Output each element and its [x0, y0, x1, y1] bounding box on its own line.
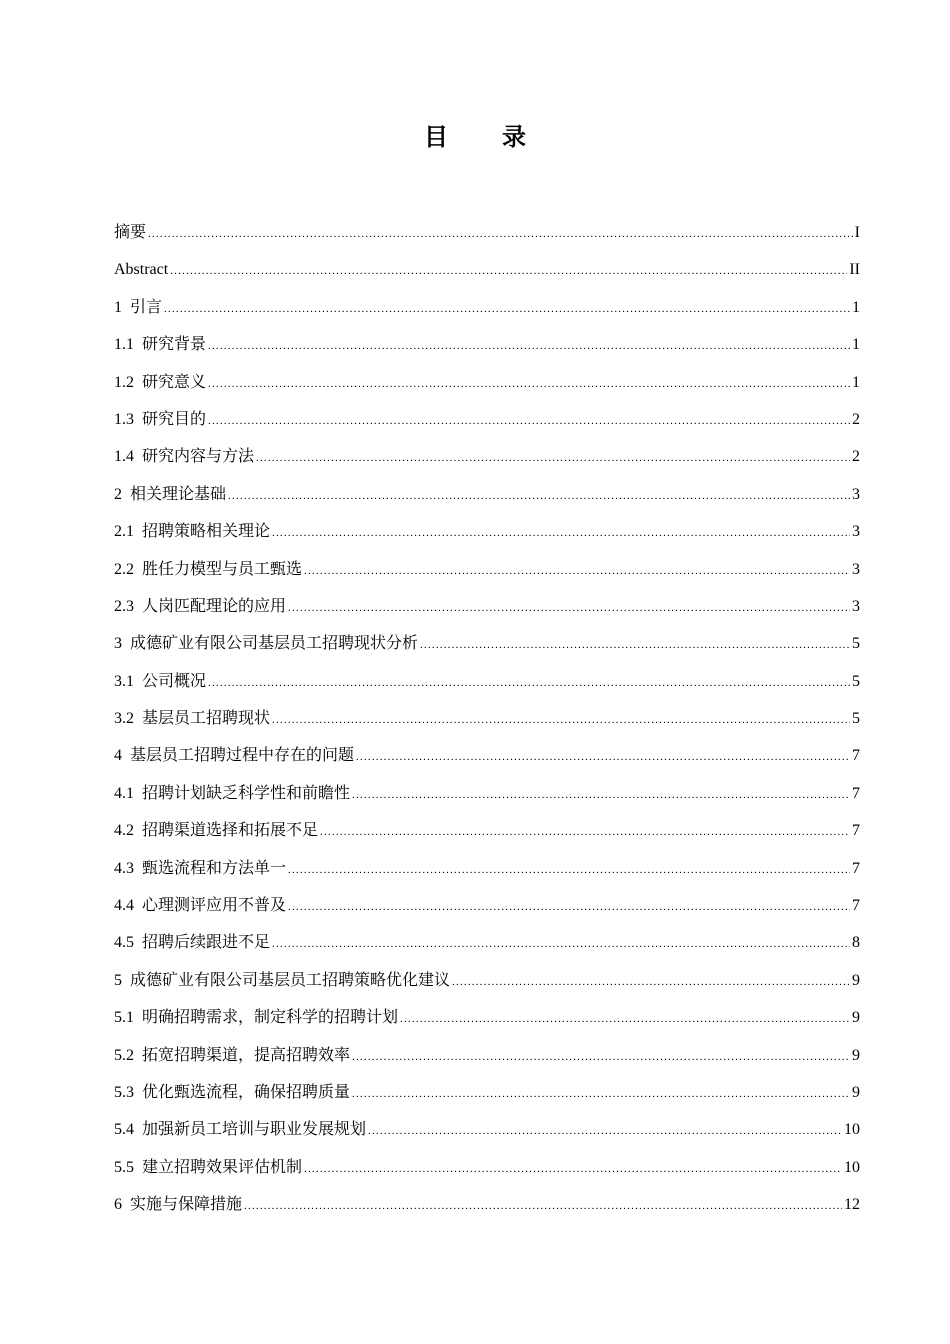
toc-entry[interactable] [114, 663, 860, 700]
dot-leader [356, 739, 850, 774]
dot-leader [148, 216, 853, 251]
toc-entry[interactable] [114, 438, 860, 475]
toc-entry-page-number: 1 [852, 298, 860, 316]
toc-entry-text: 成德矿业有限公司基层员工招聘策略优化建议 [130, 971, 451, 989]
page-title: 目 录 [424, 125, 550, 151]
toc-entry-page-number: 3 [852, 485, 860, 503]
toc-entry-number: 1.2 [114, 373, 134, 391]
toc-entry[interactable] [114, 1149, 860, 1186]
toc-entry-label [114, 700, 272, 737]
toc-entry-text: 招聘后续跟进不足 [142, 934, 271, 952]
dot-leader [288, 889, 850, 924]
toc-entry-page-number: 8 [852, 934, 860, 952]
toc-entry-label [114, 438, 256, 475]
toc-entry-text: 人岗匹配理论的应用 [142, 597, 287, 615]
toc-entry-label [114, 476, 228, 513]
toc-entry-page-number: 7 [852, 859, 860, 877]
dot-leader [272, 926, 850, 961]
toc-entry-text: 胜任力模型与员工甄选 [142, 560, 303, 578]
toc-entry-label [114, 1037, 352, 1074]
toc-entry-label [114, 364, 208, 401]
toc-entry[interactable] [114, 962, 860, 999]
toc-entry-number: 2.1 [114, 523, 134, 541]
toc-entry-number: 2.2 [114, 560, 134, 578]
dot-leader [228, 478, 850, 513]
toc-entry-label [114, 663, 208, 700]
toc-entry-text: 明确招聘需求，制定科学的招聘计划 [142, 1009, 399, 1027]
toc-entry[interactable] [114, 924, 860, 961]
toc-entry[interactable] [114, 401, 860, 438]
toc-entry[interactable] [114, 588, 860, 625]
toc-entry-number: 4.4 [114, 897, 134, 915]
toc-entry-text: 研究目的 [142, 410, 207, 428]
dot-leader [272, 515, 850, 550]
toc-entry[interactable] [114, 551, 860, 588]
toc-entry-text: 研究背景 [142, 336, 207, 354]
toc-entry[interactable] [114, 700, 860, 737]
toc-entry-page-number: 1 [852, 373, 860, 391]
toc-entry-label [114, 251, 170, 288]
toc-entry-number: 5.2 [114, 1046, 134, 1064]
toc-entry-page-number: 7 [852, 784, 860, 802]
toc-entry-label [114, 962, 452, 999]
toc-entry-text: 优化甄选流程，确保招聘质量 [142, 1083, 351, 1101]
toc-entry-text: 公司概况 [142, 672, 207, 690]
toc-entry-number: 1.1 [114, 336, 134, 354]
toc-entry-label [114, 887, 288, 924]
toc-entry[interactable] [114, 364, 860, 401]
toc-entry-page-number: 2 [852, 448, 860, 466]
toc-entry-page-number: 9 [852, 1083, 860, 1101]
toc-entry-page-number: 5 [852, 635, 860, 653]
dot-leader [208, 665, 850, 700]
toc-entry-text: Abstract [114, 261, 169, 279]
toc-entry-text: 招聘渠道选择和拓展不足 [142, 822, 319, 840]
toc-entry-label [114, 850, 288, 887]
toc-entry-label [114, 551, 304, 588]
dot-leader [256, 440, 850, 475]
toc-entry-page-number: 1 [852, 336, 860, 354]
toc-entry-label [114, 1111, 368, 1148]
dot-leader [320, 814, 850, 849]
toc-entry-page-number: 3 [852, 597, 860, 615]
toc-entry-label [114, 326, 208, 363]
dot-leader [272, 702, 850, 737]
toc-entry-text: 心理测评应用不普及 [142, 897, 287, 915]
toc-entry[interactable] [114, 625, 860, 662]
dot-leader [304, 553, 850, 588]
toc-entry-text: 摘要 [114, 224, 147, 241]
toc-entry[interactable] [114, 1186, 860, 1223]
toc-entry[interactable] [114, 850, 860, 887]
toc-entry-text: 建立招聘效果评估机制 [142, 1158, 303, 1176]
toc-entry-text: 拓宽招聘渠道，提高招聘效率 [142, 1046, 351, 1064]
toc-entry-text: 成德矿业有限公司基层员工招聘现状分析 [130, 635, 419, 653]
toc-entry-number: 4.3 [114, 859, 134, 877]
toc-entry-text: 实施与保障措施 [130, 1196, 243, 1214]
dot-leader [400, 1001, 850, 1036]
dot-leader [352, 777, 850, 812]
toc-entry-label [114, 1186, 244, 1223]
toc-entry-page-number: 10 [844, 1158, 860, 1176]
toc-entry-label [114, 737, 356, 774]
toc-entry-number: 5.1 [114, 1009, 134, 1027]
toc-entry-label [114, 625, 420, 662]
toc-entry-label [114, 924, 272, 961]
toc-entry-page-number: 9 [852, 971, 860, 989]
toc-entry-number: 5 [114, 971, 122, 989]
toc-entry-page-number: 5 [852, 710, 860, 728]
dot-leader [288, 590, 850, 625]
toc-entry[interactable] [114, 887, 860, 924]
toc-entry[interactable] [114, 812, 860, 849]
toc-entry[interactable] [114, 326, 860, 363]
toc-entry-number: 1 [114, 298, 122, 316]
toc-entry-number: 3.1 [114, 672, 134, 690]
toc-entry-text: 基层员工招聘过程中存在的问题 [130, 747, 355, 765]
toc-entry[interactable] [114, 476, 860, 513]
toc-entry-text: 研究意义 [142, 373, 207, 391]
dot-leader [368, 1113, 842, 1148]
toc-entry-text: 招聘策略相关理论 [142, 523, 271, 541]
toc-entry-page-number: 3 [852, 560, 860, 578]
toc-entry[interactable] [114, 1111, 860, 1148]
toc-entry-number: 4.1 [114, 784, 134, 802]
toc-entry-page-number: 5 [852, 672, 860, 690]
toc-entry-page-number: I [854, 224, 860, 241]
toc-entry[interactable] [114, 1074, 860, 1111]
toc-entry-page-number: 3 [852, 523, 860, 541]
toc-entry-page-number: 7 [852, 822, 860, 840]
toc-entry-label [114, 775, 352, 812]
toc-entry-text: 相关理论基础 [130, 485, 227, 503]
dot-leader [170, 253, 847, 288]
toc-entry-text: 加强新员工培训与职业发展规划 [142, 1121, 367, 1139]
toc-entry[interactable] [114, 251, 860, 288]
toc-entry[interactable] [114, 737, 860, 774]
dot-leader [452, 964, 850, 999]
dot-leader [208, 328, 850, 363]
toc-entry-number: 2 [114, 485, 122, 503]
toc-entry-number: 4.5 [114, 934, 134, 952]
toc-entry-label [114, 588, 288, 625]
toc-entry-number: 5.3 [114, 1083, 134, 1101]
toc-entry-number: 1.4 [114, 448, 134, 466]
dot-leader [208, 403, 850, 438]
toc-entry-page-number: 9 [852, 1009, 860, 1027]
toc-entry-number: 1.3 [114, 410, 134, 428]
toc-entry-label [114, 1074, 352, 1111]
toc-entry[interactable] [114, 289, 860, 326]
toc-entry-label [114, 214, 148, 251]
toc-entry-number: 2.3 [114, 597, 134, 615]
toc-entry-text: 招聘计划缺乏科学性和前瞻性 [142, 784, 351, 802]
toc-entry[interactable] [114, 999, 860, 1036]
dot-leader [164, 291, 850, 326]
toc-entry-text: 引言 [130, 298, 163, 316]
toc-entry-number: 5.4 [114, 1121, 134, 1139]
dot-leader [352, 1076, 850, 1111]
toc-entry-page-number: 2 [852, 410, 860, 428]
dot-leader [288, 852, 850, 887]
toc-entry[interactable] [114, 1037, 860, 1074]
toc-entry-page-number: 7 [852, 897, 860, 915]
toc-entry-number: 3.2 [114, 710, 134, 728]
dot-leader [352, 1039, 850, 1074]
toc-entry-label [114, 999, 400, 1036]
toc-entry-text: 甄选流程和方法单一 [142, 859, 287, 877]
dot-leader [244, 1188, 842, 1223]
toc-entry-page-number: 10 [844, 1121, 860, 1139]
toc-entry-number: 5.5 [114, 1158, 134, 1176]
toc-entry-page-number: 12 [844, 1196, 860, 1214]
toc-entry[interactable] [114, 775, 860, 812]
dot-leader [304, 1151, 842, 1186]
toc-entry-label [114, 1149, 304, 1186]
toc-entry-page-number: II [849, 261, 860, 279]
toc-entry[interactable] [114, 513, 860, 550]
toc-entry-label [114, 513, 272, 550]
toc-entry-number: 4 [114, 747, 122, 765]
toc-entry-label [114, 812, 320, 849]
toc-entry-page-number: 9 [852, 1046, 860, 1064]
toc-entry[interactable] [114, 214, 860, 251]
toc-entry-text: 研究内容与方法 [142, 448, 255, 466]
table-of-contents [114, 214, 860, 1224]
dot-leader [208, 366, 850, 401]
toc-entry-label [114, 401, 208, 438]
toc-entry-label [114, 289, 164, 326]
toc-entry-number: 4.2 [114, 822, 134, 840]
toc-entry-page-number: 7 [852, 747, 860, 765]
toc-entry-number: 6 [114, 1196, 122, 1214]
dot-leader [420, 627, 850, 662]
toc-entry-text: 基层员工招聘现状 [142, 710, 271, 728]
toc-entry-number: 3 [114, 635, 122, 653]
